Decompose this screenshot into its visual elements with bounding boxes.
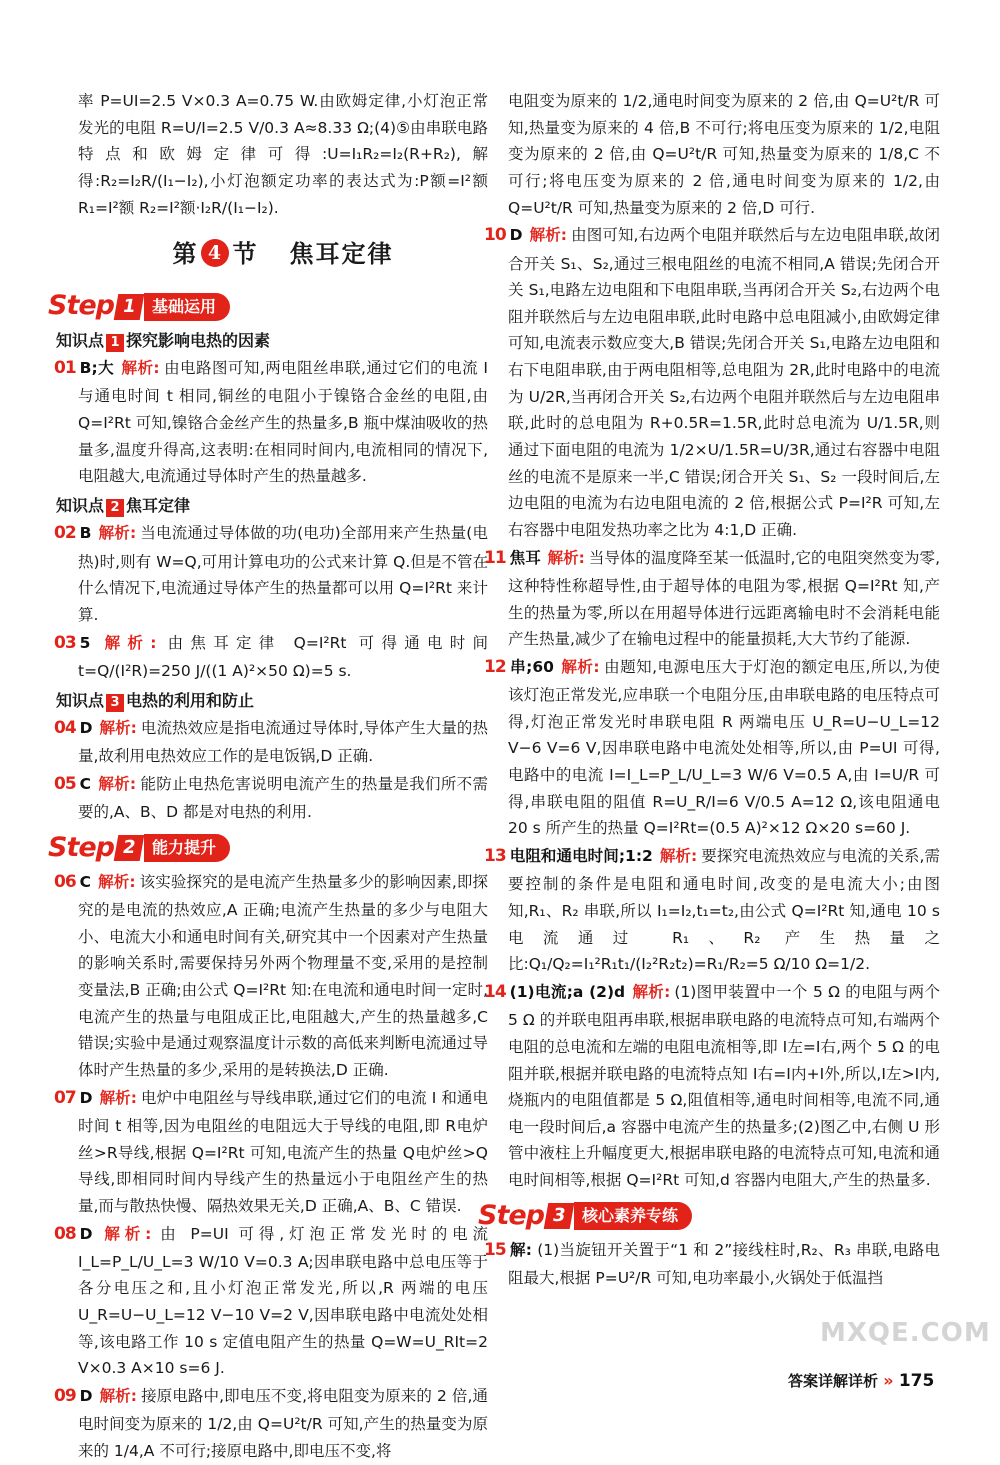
analysis-tag: 解析: [98,524,137,543]
analysis-tag: 解析: [561,657,600,676]
question-02 [54,519,488,628]
analysis-text: 由电路图可知,两电阻丝串联,通过它们的电流 I 与通电时间 t 相同,铜丝的电阻小于镍铬合金丝的电阻,由 Q=I²Rt 可知,镍铬合金丝产生的热量多,B 瓶中煤油吸收的热量多,温度升得高,这表明:在相同时间内,电流相同的情况下,电阻越大,电流通过导体时产生的热量越多. [78,359,489,486]
step-label: 基础运用 [144,293,230,321]
analysis-text: 由题知,电源电压大于灯泡的额定电压,所以,为使该灯泡正常发光,应串联一个电阻分压,由串联电路的电压特点可得,灯泡正常发光时串联电阻 R 两端电压 U_R=U−U_L=12 V−6 V=6 V,因串联电路中电流处处相等,所以,由 P=UI 可得,电路中的电流 I=I_L=P_L/U_L=3 W/6 V=0.5 A,由 I=U/R 可得,串联电阻的阻值 R=U_R/I=6 V/0.5 A=12 Ω,该电阻通电 20 s 所产生的热量 Q=I²Rt=(0.5 A)²×12 Ω×20 s=60 J. [508,657,940,838]
double-chevron-icon: » [883,1371,894,1390]
answer: (1)电流;a (2)d [509,982,626,1001]
answer: B;大 [79,359,115,378]
analysis-text: (1)图甲装置中一个 5 Ω 的电阻与两个 5 Ω 的并联电阻再串联,根据串联电路的电流特点可知,右端两个电阻的总电流和左端的电阻电流相等,即 I左=I右,两个 5 Ω 的电阻并联,根据并联电路的电流特点知 I右=I内+I外,所以,I左>I内,烧瓶内的电阻值都是 5 Ω,阻值相等,通电时间相等,电流不同,通电一段时间后,a 容器中电流产生的热量多;(2)图乙中,右侧 U 形管中液柱上升幅度更大,根据串联电路的电流特点可知,电流和通电时间相等,根据 Q=I²Rt 可知,d 容器内电阻大,产生的热量多. [508,982,941,1190]
step-word: Step [48,290,114,322]
step-number: 1 [114,294,145,320]
question-number: 09 [54,1386,76,1407]
knowledge-point-2 [56,492,488,520]
step3-banner [478,1198,940,1234]
question-03 [54,629,488,685]
answer: D [79,719,93,738]
analysis-tag: 解析: [99,719,137,738]
step-number: 3 [544,1203,575,1229]
question-07 [54,1084,489,1220]
analysis-text: 由 P=UI 可得,灯泡正常发光时的电流 I_L=P_L/U_L=3 W/10 V=0.3 A;因串联电路中总电压等于各分电压之和,且小灯泡正常发光,所以,R 两端的电压 U_R=U−U_L=12 V−10 V=2 V,因串联电路中电流处处相等,该电路工作 10 s 定值电阻产生的热量 Q=W=U_RIt=2 V×0.3 A×10 s=6 J. [78,1224,488,1378]
section-suffix: 节 [232,239,259,269]
answer: 解: [509,1240,532,1259]
step-label: 能力提升 [144,834,230,862]
step-word: Step [48,831,114,863]
section-name: 焦耳定律 [289,239,394,269]
kp-prefix: 知识点 [56,495,105,515]
analysis-text: 当导体的温度降至某一低温时,它的电阻突然变为零,这种特性称超导性,由于超导体的电阻为零,根据 Q=I²Rt 知,产生的热量为零,所以在用超导体进行远距离输电时不会消耗电能产生热量,减少了在输电过程中的能量损耗,大大节约了能源. [508,548,940,649]
question-04 [54,714,488,770]
answer: D [79,1088,93,1107]
answer: 串;60 [509,657,554,676]
question-number: 07 [54,1087,76,1108]
right-column [478,88,941,1292]
analysis-tag: 解析: [121,359,160,378]
answer: C [79,774,92,793]
question-number: 05 [54,773,76,794]
page-number: 175 [898,1371,935,1391]
question-15 [484,1236,941,1292]
question-number: 04 [54,718,76,739]
watermark: MXQE.COM [820,1318,991,1348]
analysis-tag: 解析: [632,982,671,1001]
question-13 [484,842,940,978]
question-10 [484,221,941,543]
question-number: 06 [54,871,76,892]
analysis-text: 接原电路中,即电压不变,将电阻变为原来的 2 倍,通电时间变为原来的 1/2,由 Q=U²t/R 可知,产生的热量变为原来的 1/4,A 不可行;接原电路中,即电压不变,将 [78,1387,488,1460]
kp-prefix: 知识点 [56,330,105,350]
analysis-text: 当电流通过导体做的功(电功)全部用来产生热量(电热)时,则有 W=Q,可用计算电功的公式来计算 Q.但是不管在什么情况下,电流通过导体产生的热量都可以用 Q=I²Rt 来计算. [78,524,488,624]
kp-prefix: 知识点 [56,690,105,710]
question-09 [54,1382,488,1465]
question-01 [54,354,489,490]
analysis-text: 该实验探究的是电流产生热量多少的影响因素,即探究的是电流的热效应,A 正确;电流产生热量的多少与电阻大小、电流大小和通电时间有关,研究其中一个因素对产生热量的影响关系时,需要保持另外两个物理量不变,采用的是控制变量法,B 正确;由公式 Q=I²Rt 知:在电流和通电时间一定时,电流产生的热量与电阻成正比,电阻越大,产生的热量越多,C 错误;实验中是通过观察温度计示数的高低来判断电流通过导体时产生热量的多少,采用的是转换法,D 正确. [78,872,488,1079]
question-number: 01 [54,358,76,379]
analysis-tag: 解析: [99,1387,137,1406]
section-prefix: 第 [172,239,199,269]
intro-paragraph: 率 P=UI=2.5 V×0.3 A=0.75 W.由欧姆定律,小灯泡正常发光的电阻 R=U/I=2.5 V/0.3 A≈8.33 Ω;(4)⑤由串联电路特点和欧姆定律可得:U=I₁R₂=I₂(R+R₂),解得:R₂=I₂R/(I₁−I₂),小灯泡额定功率的表达式为:P额=I²额 R₁=I²额 R₂=I²额·I₂R/(I₁−I₂). [78,92,488,217]
kp-title: 探究影响电热的因素 [126,330,271,350]
question-12 [484,653,940,842]
question-14 [484,978,941,1194]
answer: D [79,1224,93,1243]
analysis-tag: 解析: [659,847,698,866]
question-number: 14 [484,981,506,1002]
left-column [48,88,489,1465]
kp-number: 2 [106,499,124,517]
section-title [78,233,488,274]
answer: D [509,226,523,245]
answer: 电阻和通电时间;1:2 [509,847,653,866]
step2-banner [48,830,488,866]
step-number: 2 [114,835,145,861]
section-number-badge: 4 [201,239,229,267]
question-11 [484,544,940,653]
step-word: Step [478,1199,544,1231]
kp-number: 3 [106,694,124,712]
analysis-text: 能防止电热危害说明电流产生的热量是我们所不需要的,A、B、D 都是对电热的利用. [78,774,488,822]
question-number: 11 [484,547,506,568]
kp-number: 1 [106,334,124,352]
answer: 5 [79,633,91,652]
question-number: 10 [484,225,506,246]
question-number: 03 [54,632,76,653]
question-08 [54,1220,488,1383]
question-06 [54,868,488,1084]
analysis-text: 由图可知,右边两个电阻并联然后与左边电阻串联,故闭合开关 S₁、S₂,通过三根电阻丝的电流不相同,A 错误;先闭合开关 S₁,电路左边电阻和下电阻串联,当再闭合开关 S₂,右边两个电阻并联然后与左边电阻串联,此时电路中总电阻减小,由欧姆定律可知,电流表示数应变大,B 错误;先闭合开关 S₁,电路左边电阻和右下电阻串联,由于两电阻相等,总电阻为 2R,此时电路中的电流为 U/2R,当再闭合开关 S₂,右边两个电阻并联然后与左边电阻串联,此时的总电阻为 R+0.5R=1.5R,此时总电流为 U/1.5R,则通过下面电阻的电流为 1/2×U/1.5R=U/3R,通过右容器中电阻丝的电流不是原来一半,C 错误;闭合开关 S₁、S₂ 一段时间后,左边电阻的电流为右边电阻电流的 2 倍,根据公式 P=I²R 可知,左右容器中电阻发热功率之比为 4:1,D 正确. [508,226,941,540]
kp-title: 电热的利用和防止 [126,690,255,710]
solution-text: (1)当旋钮开关置于“1 和 2”接线柱时,R₂、R₃ 串联,电路电阻最大,根据 P=U²/R 可知,电功率最小,火锅处于低温挡 [508,1240,941,1288]
analysis-text: 由焦耳定律 Q=I²Rt 可得通电时间 t=Q/(I²R)=250 J/((1 A)²×50 Ω)=5 s. [78,633,488,680]
analysis-tag: 解析: [529,226,568,245]
answer: D [79,1387,93,1406]
question-number: 12 [484,656,506,677]
knowledge-point-1 [56,327,488,355]
analysis-tag: 解析: [99,1088,137,1107]
analysis-tag: 解析: [98,872,136,891]
answer: C [79,872,92,891]
kp-title: 焦耳定律 [126,495,191,515]
answer: 焦耳 [509,548,541,567]
step-label: 核心素养专练 [574,1202,692,1230]
question-09-continued: 电阻变为原来的 1/2,通电时间变为原来的 2 倍,由 Q=U²t/R 可知,热量变为原来的 4 倍,B 不可行;将电压变为原来的 1/2,电阻变为原来的 2 倍,由 Q=U²t/R 可知,热量变为原来的 1/8,C 不可行;将电压变为原来的 2 倍,通电时间变为原来的 1/2,由 Q=U²t/R 可知,热量变为原来的 2 倍,D 可行. [508,92,940,217]
analysis-text: 电炉中电阻丝与导线串联,通过它们的电流 I 和通电时间 t 相等,因为电阻丝的电阻远大于导线的电阻,即 R电炉丝>R导线,根据 Q=I²Rt 可知,电流产生的热量 Q电炉丝>Q导线,即相同时间内导线产生的热量远小于电阻丝产生的热量,而与散热快慢、隔热效果无关,D 正确,A、B、C 错误. [78,1088,489,1215]
analysis-tag: 解析: [98,774,137,793]
analysis-tag: 解析: [104,633,157,652]
analysis-tag: 解析: [104,1224,152,1243]
question-number: 08 [54,1223,76,1244]
step1-banner [48,289,488,325]
question-05 [54,770,488,826]
page-footer [788,1370,934,1391]
analysis-text: 要探究电流热效应与电流的关系,需要控制的条件是电阻和通电时间,改变的是电流大小;由图知,R₁、R₂ 串联,所以 I₁=I₂,t₁=t₂,由公式 Q=I²Rt 知,通电 10 s 电流通过 R₁、R₂ 产生热量之比:Q₁/Q₂=I₁²R₁t₁/(I₂²R₂t₂)=R₁/R₂=5 Ω/10 Ω=1/2. [508,847,940,974]
knowledge-point-3 [56,687,488,715]
question-number: 02 [54,523,76,544]
analysis-tag: 解析: [547,548,585,567]
footer-label: 答案详解详析 [788,1372,879,1390]
analysis-text: 电流热效应是指电流通过导体时,导体产生大量的热量,故利用电热效应工作的是电饭锅,D 正确. [78,719,488,766]
question-number: 15 [484,1239,506,1260]
question-number: 13 [484,846,506,867]
answer: B [79,524,92,543]
